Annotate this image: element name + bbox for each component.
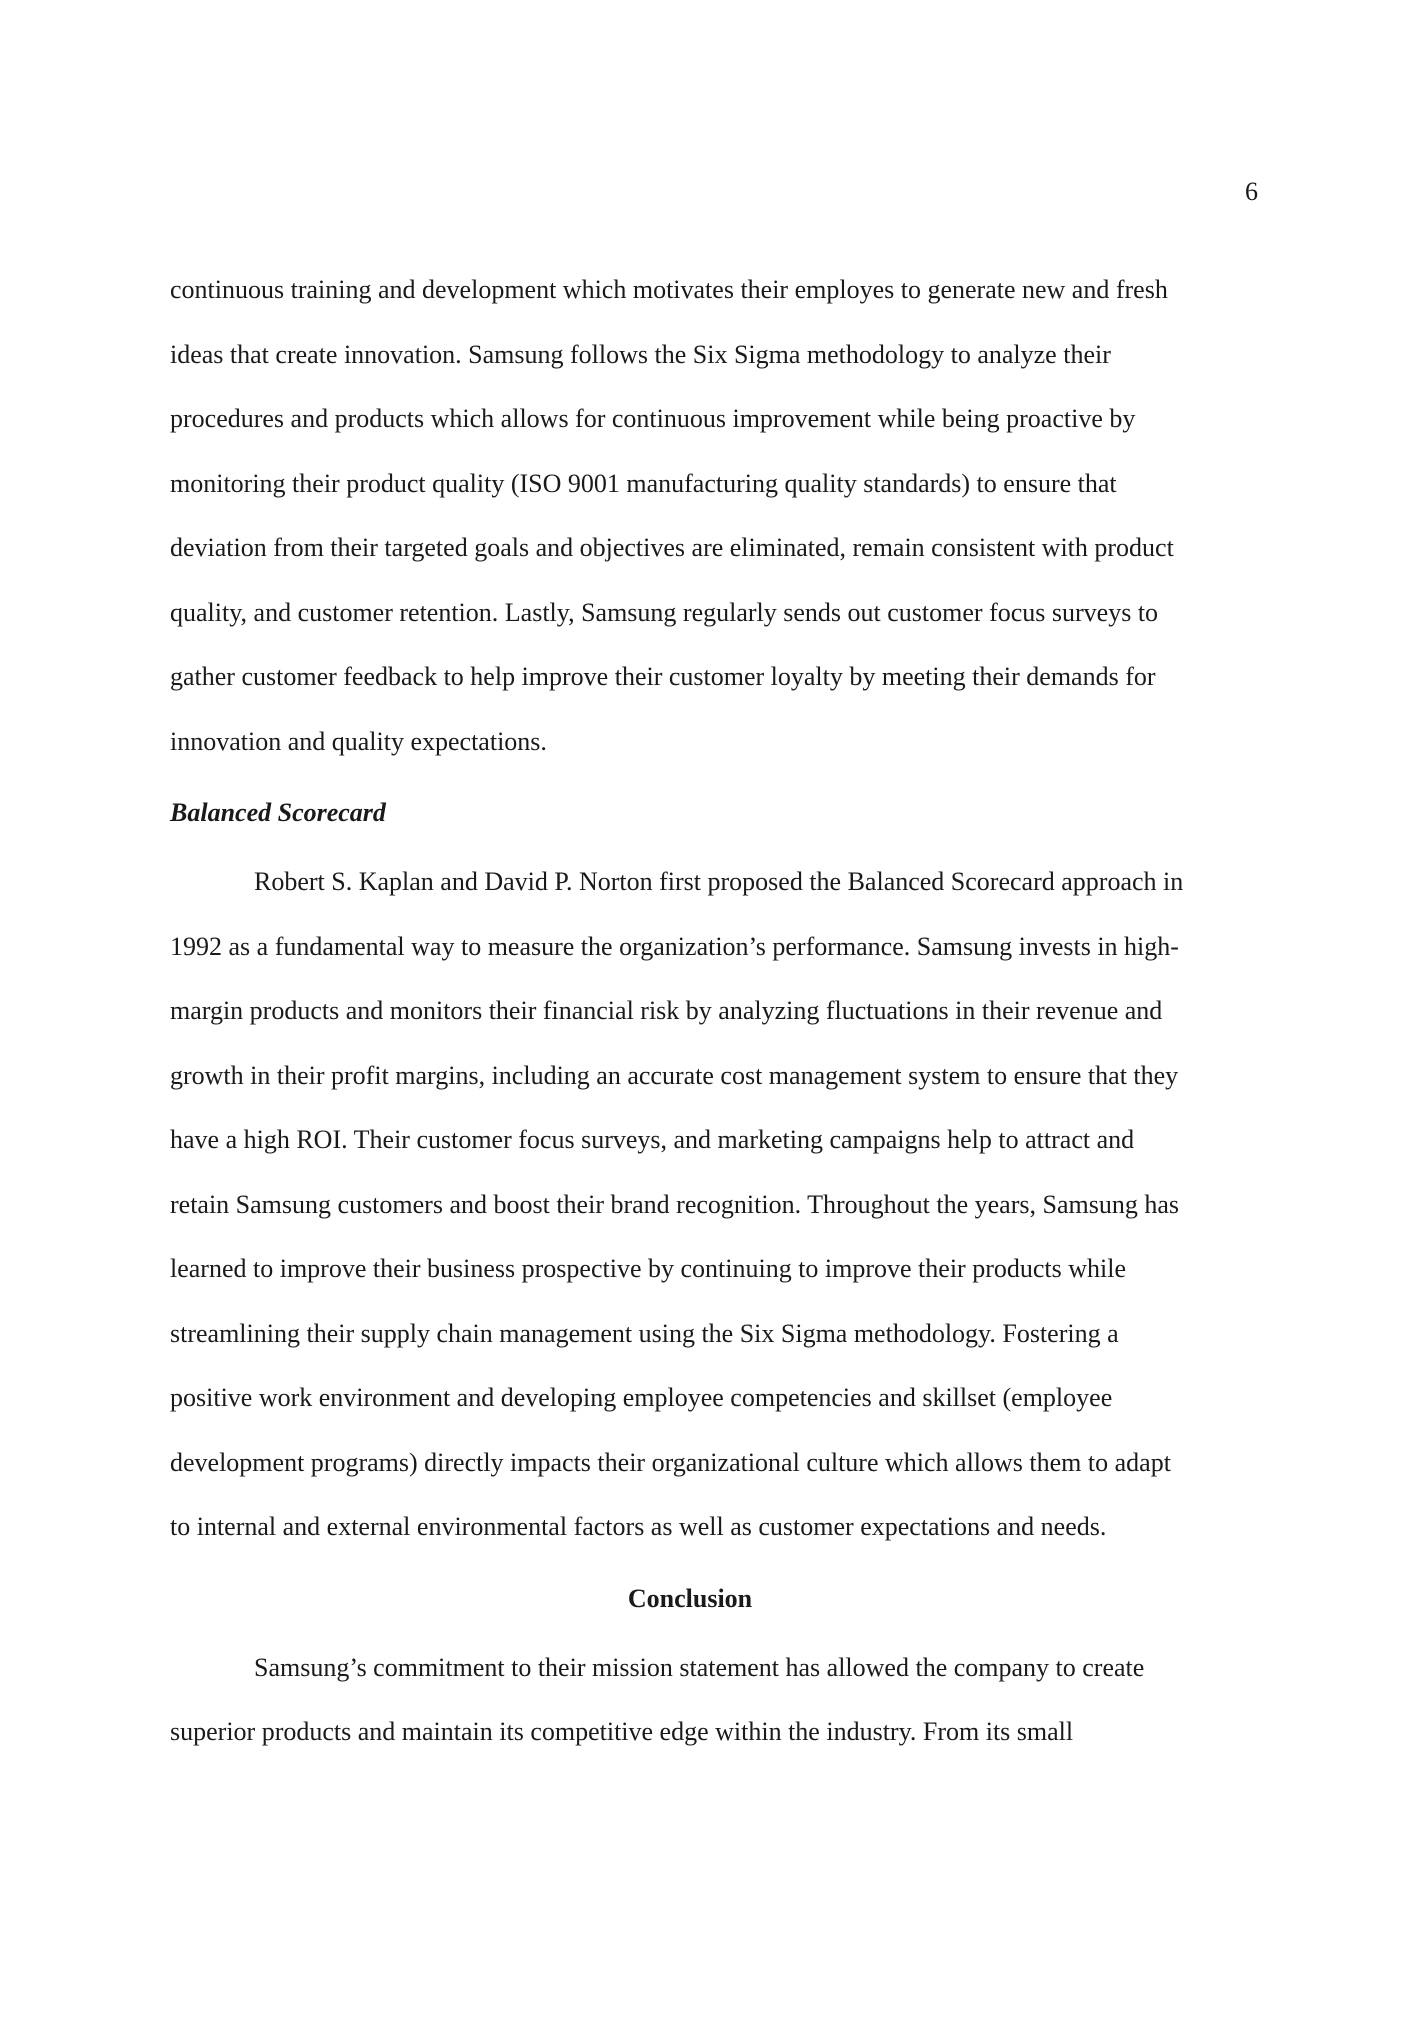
text-line: ideas that create innovation. Samsung follows the Six Sigma methodology to analyze their [170,339,1111,369]
text-line: Robert S. Kaplan and David P. Norton first proposed the Balanced Scorecard approach in [254,867,1184,896]
text-line: retain Samsung customers and boost their brand recognition. Throughout the years, Samsung has [170,1189,1179,1219]
page-number: 6 [1245,177,1258,206]
text-line: Samsung’s commitment to their mission statement has allowed the company to create [254,1652,1145,1682]
paragraph-conclusion [170,1636,1270,1765]
text-line: superior products and maintain its competitive edge within the industry. From its small [170,1717,1074,1746]
document-body [170,258,1270,1765]
text-line: streamlining their supply chain management using the Six Sigma methodology. Fostering a [170,1318,1119,1348]
paragraph-continuous-training [170,258,1270,774]
text-line: deviation from their targeted goals and objectives are eliminated, remain consistent with product [170,533,1174,562]
text-line: growth in their profit margins, including an accurate cost management system to ensure that they [170,1060,1179,1090]
text-line: learned to improve their business prospective by continuing to improve their products while [170,1254,1127,1283]
text-line: 1992 as a fundamental way to measure the organization’s performance. Samsung invests in high- [170,931,1179,961]
section-heading-balanced-scorecard: Balanced Scorecard [170,798,386,827]
text-line: innovation and quality expectations. [170,726,547,756]
text-line: quality, and customer retention. Lastly, Samsung regularly sends out customer focus surveys to [170,597,1159,627]
text-line: gather customer feedback to help improve their customer loyalty by meeting their demands for [170,662,1156,691]
text-line: development programs) directly impacts their organizational culture which allows them to adapt [170,1447,1171,1477]
paragraph-balanced-scorecard [170,850,1270,1560]
text-line: continuous training and development which motivates their employes to generate new and fresh [170,275,1168,304]
text-line: procedures and products which allows for continuous improvement while being proactive by [170,404,1136,433]
text-line: to internal and external environmental factors as well as customer expectations and needs. [170,1512,1107,1541]
text-line: have a high ROI. Their customer focus surveys, and marketing campaigns help to attract and [170,1125,1135,1154]
text-line: margin products and monitors their financial risk by analyzing fluctuations in their revenue and [170,996,1163,1025]
text-line: monitoring their product quality (ISO 9001 manufacturing quality standards) to ensure that [170,468,1117,498]
section-heading-conclusion: Conclusion [627,1583,753,1613]
text-line: positive work environment and developing employee competencies and skillset (employee [170,1383,1113,1412]
